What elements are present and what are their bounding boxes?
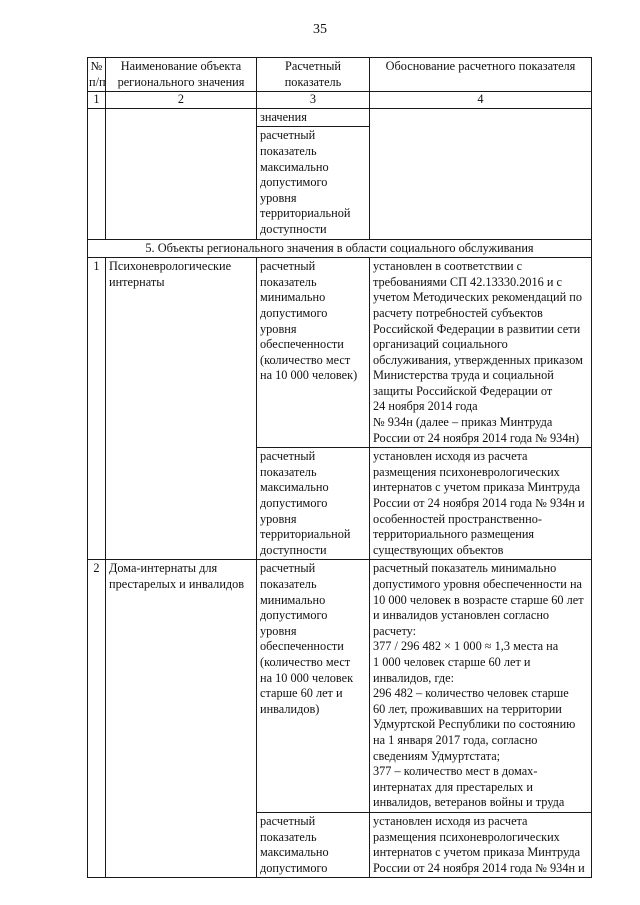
text-line: уровня: [260, 511, 297, 526]
text-line: 24 ноября 2014 года: [373, 399, 478, 414]
item1-name: [106, 258, 257, 560]
text-line: обслуживания, утвержденных приказом: [373, 352, 583, 367]
item1-justification-1: [370, 258, 592, 448]
item1-num: 1: [88, 258, 106, 560]
text-line: показатель: [260, 274, 317, 289]
text-line: значения: [260, 109, 307, 124]
text-line: 1 000 человек старше 60 лет и: [373, 654, 531, 669]
header-num: [88, 58, 106, 92]
text-line: инвалидов, где:: [373, 670, 455, 685]
text-line: допустимого: [260, 305, 328, 320]
text-line: регионального значения: [117, 74, 245, 89]
text-line: доступности: [260, 542, 327, 557]
text-line: показатель: [260, 829, 317, 844]
text-line: установлен исходя из расчета: [373, 813, 528, 828]
text-line: 10 000 человек в возрасте старше 60 лет: [373, 592, 584, 607]
column-number-1: 1: [88, 92, 106, 109]
header-justification: [370, 58, 592, 92]
text-line: России от 24 ноября 2014 года № 934н): [373, 430, 580, 445]
text-line: допустимого: [260, 860, 328, 875]
text-line: территориальной: [260, 206, 351, 221]
text-line: инвалидов, ветеранов войны и труда: [373, 795, 565, 810]
text-line: допустимого: [260, 175, 328, 190]
text-line: организаций социального: [373, 337, 508, 352]
text-line: России от 24 ноября 2014 года № 934н и: [373, 496, 585, 511]
item1-justification-2: [370, 448, 592, 560]
text-line: инвалидов): [260, 701, 320, 716]
text-line: 377 / 296 482 × 1 000 ≈ 1,3 места на: [373, 639, 559, 654]
text-line: старше 60 лет и: [260, 686, 343, 701]
item2-num: 2: [88, 560, 106, 878]
text-line: №: [90, 59, 103, 73]
column-numbers-row: [88, 92, 592, 109]
item1-indicator-2: [257, 448, 370, 560]
text-line: (количество мест: [260, 352, 351, 367]
text-line: особенностей пространственно-: [373, 511, 542, 526]
text-line: установлен в соответствии с: [373, 259, 523, 274]
table-row: [88, 258, 592, 448]
item1-indicator-1: [257, 258, 370, 448]
text-line: обеспеченности: [260, 639, 344, 654]
text-line: на 10 000 человек): [260, 368, 358, 383]
text-line: расчету потребностей субъектов: [373, 305, 543, 320]
text-line: минимально: [260, 592, 326, 607]
text-line: расчетный: [260, 449, 316, 464]
continued-justification-cell: [370, 108, 592, 239]
item2-justification-2: [370, 812, 592, 877]
text-line: № 934н (далее – приказ Минтруда: [373, 415, 553, 430]
text-line: Дома-интернаты для: [109, 561, 218, 576]
text-line: интернатов с учетом приказа Минтруда: [373, 480, 581, 495]
text-line: требованиями СП 42.13330.2016 и с: [373, 274, 563, 289]
text-line: защиты Российской Федерации от: [373, 383, 553, 398]
header-indicator: [257, 58, 370, 92]
text-line: максимально: [260, 845, 329, 860]
item2-justification-1: [370, 560, 592, 813]
section-row: [88, 239, 592, 258]
section-title: 5. Объекты регионального значения в области социального обслуживания: [88, 239, 592, 258]
text-line: 377 – количество мест в домах-: [373, 764, 538, 779]
continued-num-cell: [88, 108, 106, 239]
continued-name-cell: [106, 108, 257, 239]
column-number-4: 4: [370, 92, 592, 109]
text-line: 296 482 – количество человек старше: [373, 686, 569, 701]
text-line: расчетный показатель минимально: [373, 561, 557, 576]
regional-objects-table: [87, 57, 592, 878]
text-line: размещения психоневрологических: [373, 829, 560, 844]
text-line: существующих объектов: [373, 542, 504, 557]
text-line: на 10 000 человек: [260, 670, 354, 685]
text-line: территориального размещения: [373, 527, 535, 542]
text-line: размещения психоневрологических: [373, 464, 560, 479]
text-line: 60 лет, проживавших на территории: [373, 701, 562, 716]
text-line: территориальной: [260, 527, 351, 542]
item2-name: [106, 560, 257, 878]
text-line: показатель: [260, 464, 317, 479]
text-line: доступности: [260, 221, 327, 236]
continued-indicator-cell: [257, 108, 370, 127]
text-line: максимально: [260, 159, 329, 174]
text-line: России от 24 ноября 2014 года № 934н и: [373, 860, 585, 875]
text-line: интернаты: [109, 274, 165, 289]
text-line: допустимого уровня обеспеченности на: [373, 577, 582, 591]
text-line: Удмуртской Республики по состоянию: [373, 717, 576, 732]
text-line: обеспеченности: [260, 337, 344, 352]
text-line: сведениям Удмуртстата;: [373, 748, 501, 763]
column-number-3: 3: [257, 92, 370, 109]
text-line: Психоневрологические: [109, 259, 232, 274]
text-line: расчетный: [260, 128, 316, 143]
text-line: Расчетный: [285, 59, 341, 73]
text-line: на 1 января 2017 года, согласно: [373, 732, 538, 747]
text-line: Обоснование расчетного показателя: [385, 59, 576, 73]
text-line: Наименование объекта: [120, 59, 242, 73]
text-line: п/п: [89, 74, 106, 89]
text-line: максимально: [260, 480, 329, 495]
header-name: [106, 58, 257, 92]
text-line: показатель: [284, 74, 342, 89]
table-row: [88, 108, 592, 127]
item2-indicator-1: [257, 560, 370, 813]
text-line: показатель: [260, 577, 317, 591]
text-line: уровня: [260, 623, 297, 638]
text-line: Российской Федерации в развитии сети: [373, 321, 581, 336]
text-line: допустимого: [260, 496, 328, 511]
text-line: расчету:: [373, 623, 417, 638]
text-line: Министерства труда и социальной: [373, 368, 554, 383]
text-line: уровня: [260, 321, 297, 336]
text-line: и инвалидов установлен согласно: [373, 608, 550, 623]
text-line: расчетный: [260, 259, 316, 274]
text-line: допустимого: [260, 608, 328, 623]
text-line: показатель: [260, 143, 317, 158]
text-line: интернатов с учетом приказа Минтруда: [373, 845, 581, 860]
text-line: (количество мест: [260, 654, 351, 669]
column-number-2: 2: [106, 92, 257, 109]
text-line: уровня: [260, 190, 297, 205]
text-line: минимально: [260, 290, 326, 305]
page-number: 35: [313, 22, 327, 37]
text-line: установлен исходя из расчета: [373, 449, 528, 464]
text-line: интернатах для престарелых и: [373, 779, 533, 794]
table-row: [88, 560, 592, 813]
text-line: учетом Методических рекомендаций по: [373, 290, 582, 305]
text-line: престарелых и инвалидов: [109, 577, 245, 591]
item2-indicator-2: [257, 812, 370, 877]
continued-indicator-cell-2: [257, 127, 370, 239]
text-line: расчетный: [260, 561, 316, 576]
table-header-row: [88, 58, 592, 92]
text-line: расчетный: [260, 813, 316, 828]
